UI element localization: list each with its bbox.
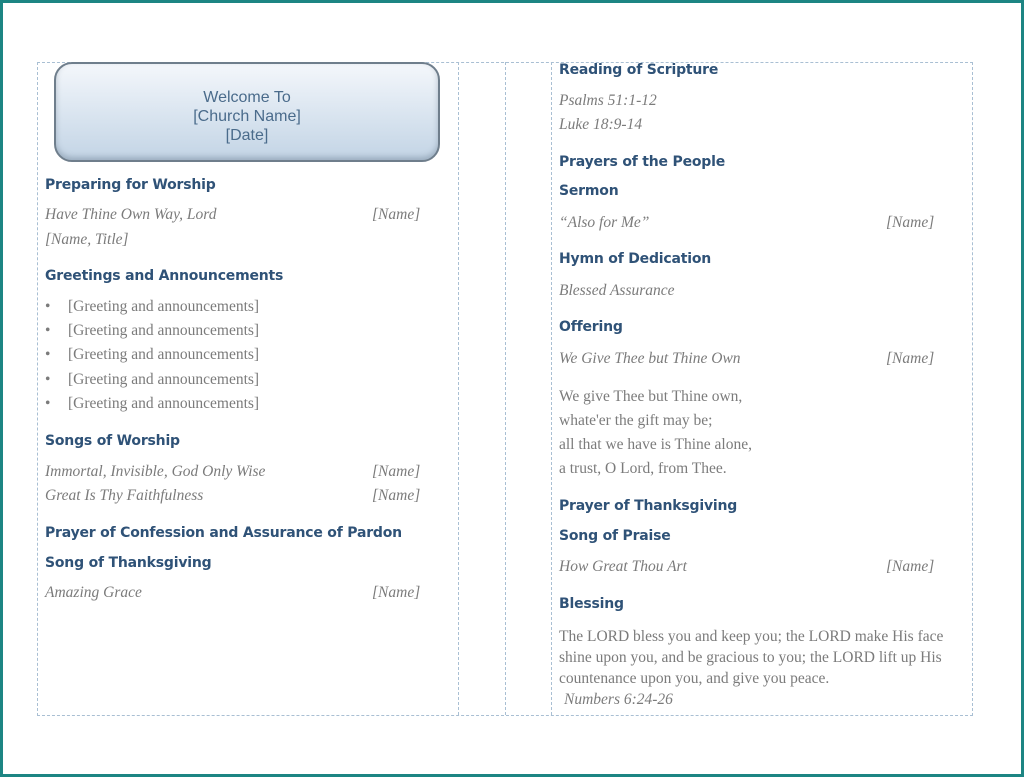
blessing-body: The LORD bless you and keep you; the LORD make His face shine upon you, and be gracious to you; the LORD lift up His countenance upon you, and give you peace. xyxy=(559,628,944,687)
section-heading: Sermon xyxy=(559,183,619,199)
lyric-line: We give Thee but Thine own, xyxy=(559,388,743,405)
song-title: We Give Thee but Thine Own xyxy=(559,350,741,367)
list-item xyxy=(45,395,259,413)
list-item-text: [Greeting and announcements] xyxy=(68,298,260,315)
preacher-name: [Name] xyxy=(886,214,935,231)
section-heading: Blessing xyxy=(559,596,624,612)
bullet-icon: • xyxy=(45,298,51,315)
performer-name: [Name] xyxy=(886,350,935,367)
welcome-banner xyxy=(54,62,440,162)
bullet-icon: • xyxy=(45,371,51,388)
column-divider xyxy=(505,62,506,715)
bullet-icon: • xyxy=(45,395,51,412)
section-heading: Preparing for Worship xyxy=(45,177,216,193)
lyric-line: all that we have is Thine alone, xyxy=(559,436,752,453)
section-heading: Hymn of Dedication xyxy=(559,251,712,267)
section-heading: Song of Thanksgiving xyxy=(45,555,212,571)
list-item xyxy=(45,371,259,389)
list-item-text: [Greeting and announcements] xyxy=(68,322,260,339)
song-title: Have Thine Own Way, Lord xyxy=(45,206,217,223)
column-divider xyxy=(551,62,552,715)
section-heading: Reading of Scripture xyxy=(559,62,719,78)
date: [Date] xyxy=(225,127,269,144)
section-heading: Prayers of the People xyxy=(559,154,726,170)
blessing-text xyxy=(559,626,974,710)
section-heading: Prayer of Confession and Assurance of Pardon xyxy=(45,525,402,541)
bullet-icon: • xyxy=(45,322,51,339)
list-item-text: [Greeting and announcements] xyxy=(68,395,260,412)
performer-name: [Name] xyxy=(372,487,421,504)
performer-name: [Name] xyxy=(372,206,421,223)
church-name: [Church Name] xyxy=(193,108,301,125)
list-item xyxy=(45,346,259,364)
section-heading: Song of Praise xyxy=(559,528,671,544)
sermon-title: “Also for Me” xyxy=(559,214,650,231)
performer-name: [Name] xyxy=(372,463,421,480)
list-item xyxy=(45,298,259,316)
lyric-line: whate'er the gift may be; xyxy=(559,412,713,429)
scripture-reference: Luke 18:9-14 xyxy=(559,116,643,133)
song-title: Amazing Grace xyxy=(45,584,142,601)
blessing-reference: Numbers 6:24-26 xyxy=(564,691,673,708)
leader-name: [Name, Title] xyxy=(45,231,129,248)
lyrics xyxy=(559,385,752,481)
song-title: How Great Thou Art xyxy=(559,558,687,575)
section-heading: Offering xyxy=(559,319,623,335)
song-title: Immortal, Invisible, God Only Wise xyxy=(45,463,266,480)
welcome-text: Welcome To xyxy=(203,89,291,106)
scripture-reference: Psalms 51:1-12 xyxy=(559,92,657,109)
section-heading: Prayer of Thanksgiving xyxy=(559,498,738,514)
list-item-text: [Greeting and announcements] xyxy=(68,371,260,388)
performer-name: [Name] xyxy=(886,558,935,575)
list-item xyxy=(45,322,259,340)
list-item-text: [Greeting and announcements] xyxy=(68,346,260,363)
bullet-icon: • xyxy=(45,346,51,363)
performer-name: [Name] xyxy=(372,584,421,601)
section-heading: Greetings and Announcements xyxy=(45,268,284,284)
column-divider xyxy=(458,62,459,715)
lyric-line: a trust, O Lord, from Thee. xyxy=(559,460,727,477)
section-heading: Songs of Worship xyxy=(45,433,180,449)
song-title: Great Is Thy Faithfulness xyxy=(45,487,204,504)
song-title: Blessed Assurance xyxy=(559,282,675,299)
